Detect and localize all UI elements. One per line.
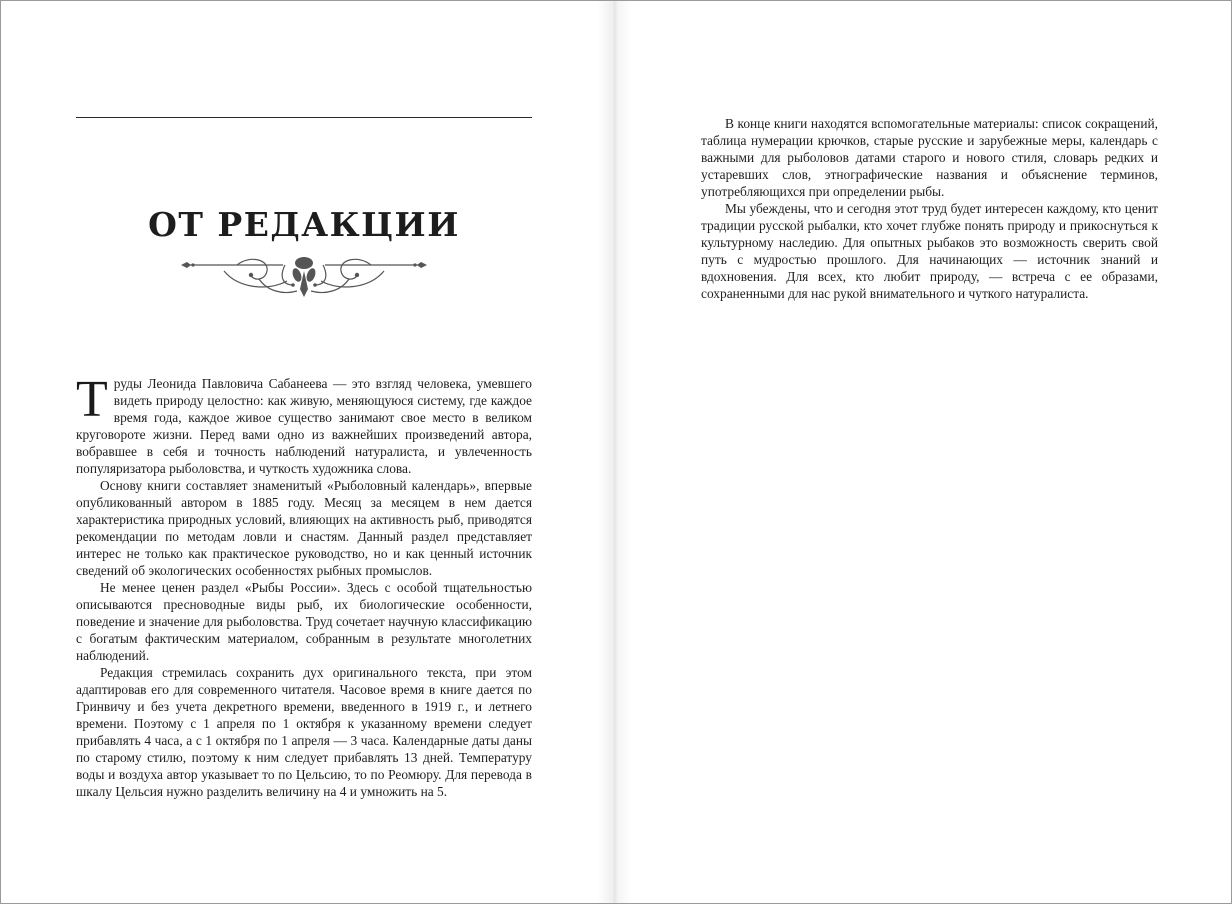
paragraph-text: руды Леонида Павловича Сабанеева — это взгляд человека, умевшего видеть природу целостно: как живую, меняющуюся систему, где каждое время года, каждое живое существо занимают свое место в великом круговороте жизни. Перед вами одно из важнейших произведений автора, вобравшее в себя и точность наблюдений натуралиста, и увлеченность популяризатора рыболовства, и чуткость художника слова. xyxy=(76,376,532,476)
right-page-text xyxy=(701,115,1158,302)
paragraph: Не менее ценен раздел «Рыбы России». Здесь с особой тщательностью описываются пресноводные виды рыб, их биологические особенности, поведение и значение для рыболовства. Труд сочетает научную классификацию с богатым фактическим материалом, собранным в результате многолетних наблюдений. xyxy=(76,580,532,663)
decorative-flourish-icon xyxy=(179,251,429,299)
drop-cap: Т xyxy=(76,371,108,428)
top-rule xyxy=(76,117,532,118)
paragraph: Основу книги составляет знаменитый «Рыболовный календарь», впервые опубликованный автором в 1885 году. Месяц за месяцем в нем дается характеристика природных условий, влияющих на активность рыб, приводятся рекомендации по методам ловли и снастям. Данный раздел представляет интерес не только как практическое руководство, но и как ценный источник сведений об экологических особенностях рыбных промыслов. xyxy=(76,478,532,578)
left-page-text xyxy=(76,371,532,800)
paragraph: Редакция стремилась сохранить дух оригинального текста, при этом адаптировав его для современного читателя. Часовое время в книге дается по Гринвичу и без учета декретного времени, введенного в 1919 г., и летнего времени. Поэтому с 1 апреля по 1 октября к указанному времени следует прибавлять 4 часа, а с 1 октября по 1 апреля — 3 часа. Календарные даты даны по старому стилю, поэтому к ним следует прибавлять 13 дней. Температуру воды и воздуха автор указывает то по Цельсию, то по Реомюру. Для перевода в шкалу Цельсия нужно разделить величину на 4 и умножить на 5. xyxy=(76,665,532,799)
paragraph: Мы убеждены, что и сегодня этот труд будет интересен каждому, кто ценит традиции русской рыбалки, кто хочет глубже понять природу и прикоснуться к культурному наследию. Для опытных рыбаков это возможность сверить свой путь с мудростью прошлого. Для начинающих — источник знаний и вдохновения. Для всех, кто любит природу, — встреча с ее образами, сохраненными для нас рукой внимательного и чуткого натуралиста. xyxy=(701,201,1158,301)
page-title: ОТ РЕДАКЦИИ xyxy=(148,205,460,244)
left-page xyxy=(1,1,613,903)
paragraph: В конце книги находятся вспомогательные материалы: список сокращений, таблица нумерации крючков, старые русские и зарубежные меры, календарь с важными для рыболовов датами старого и нового стиля, словарь редких и устаревших слов, этнографические названия и объяснение терминов, употребляющихся при определении рыбы. xyxy=(701,116,1158,199)
paragraph xyxy=(76,371,532,477)
